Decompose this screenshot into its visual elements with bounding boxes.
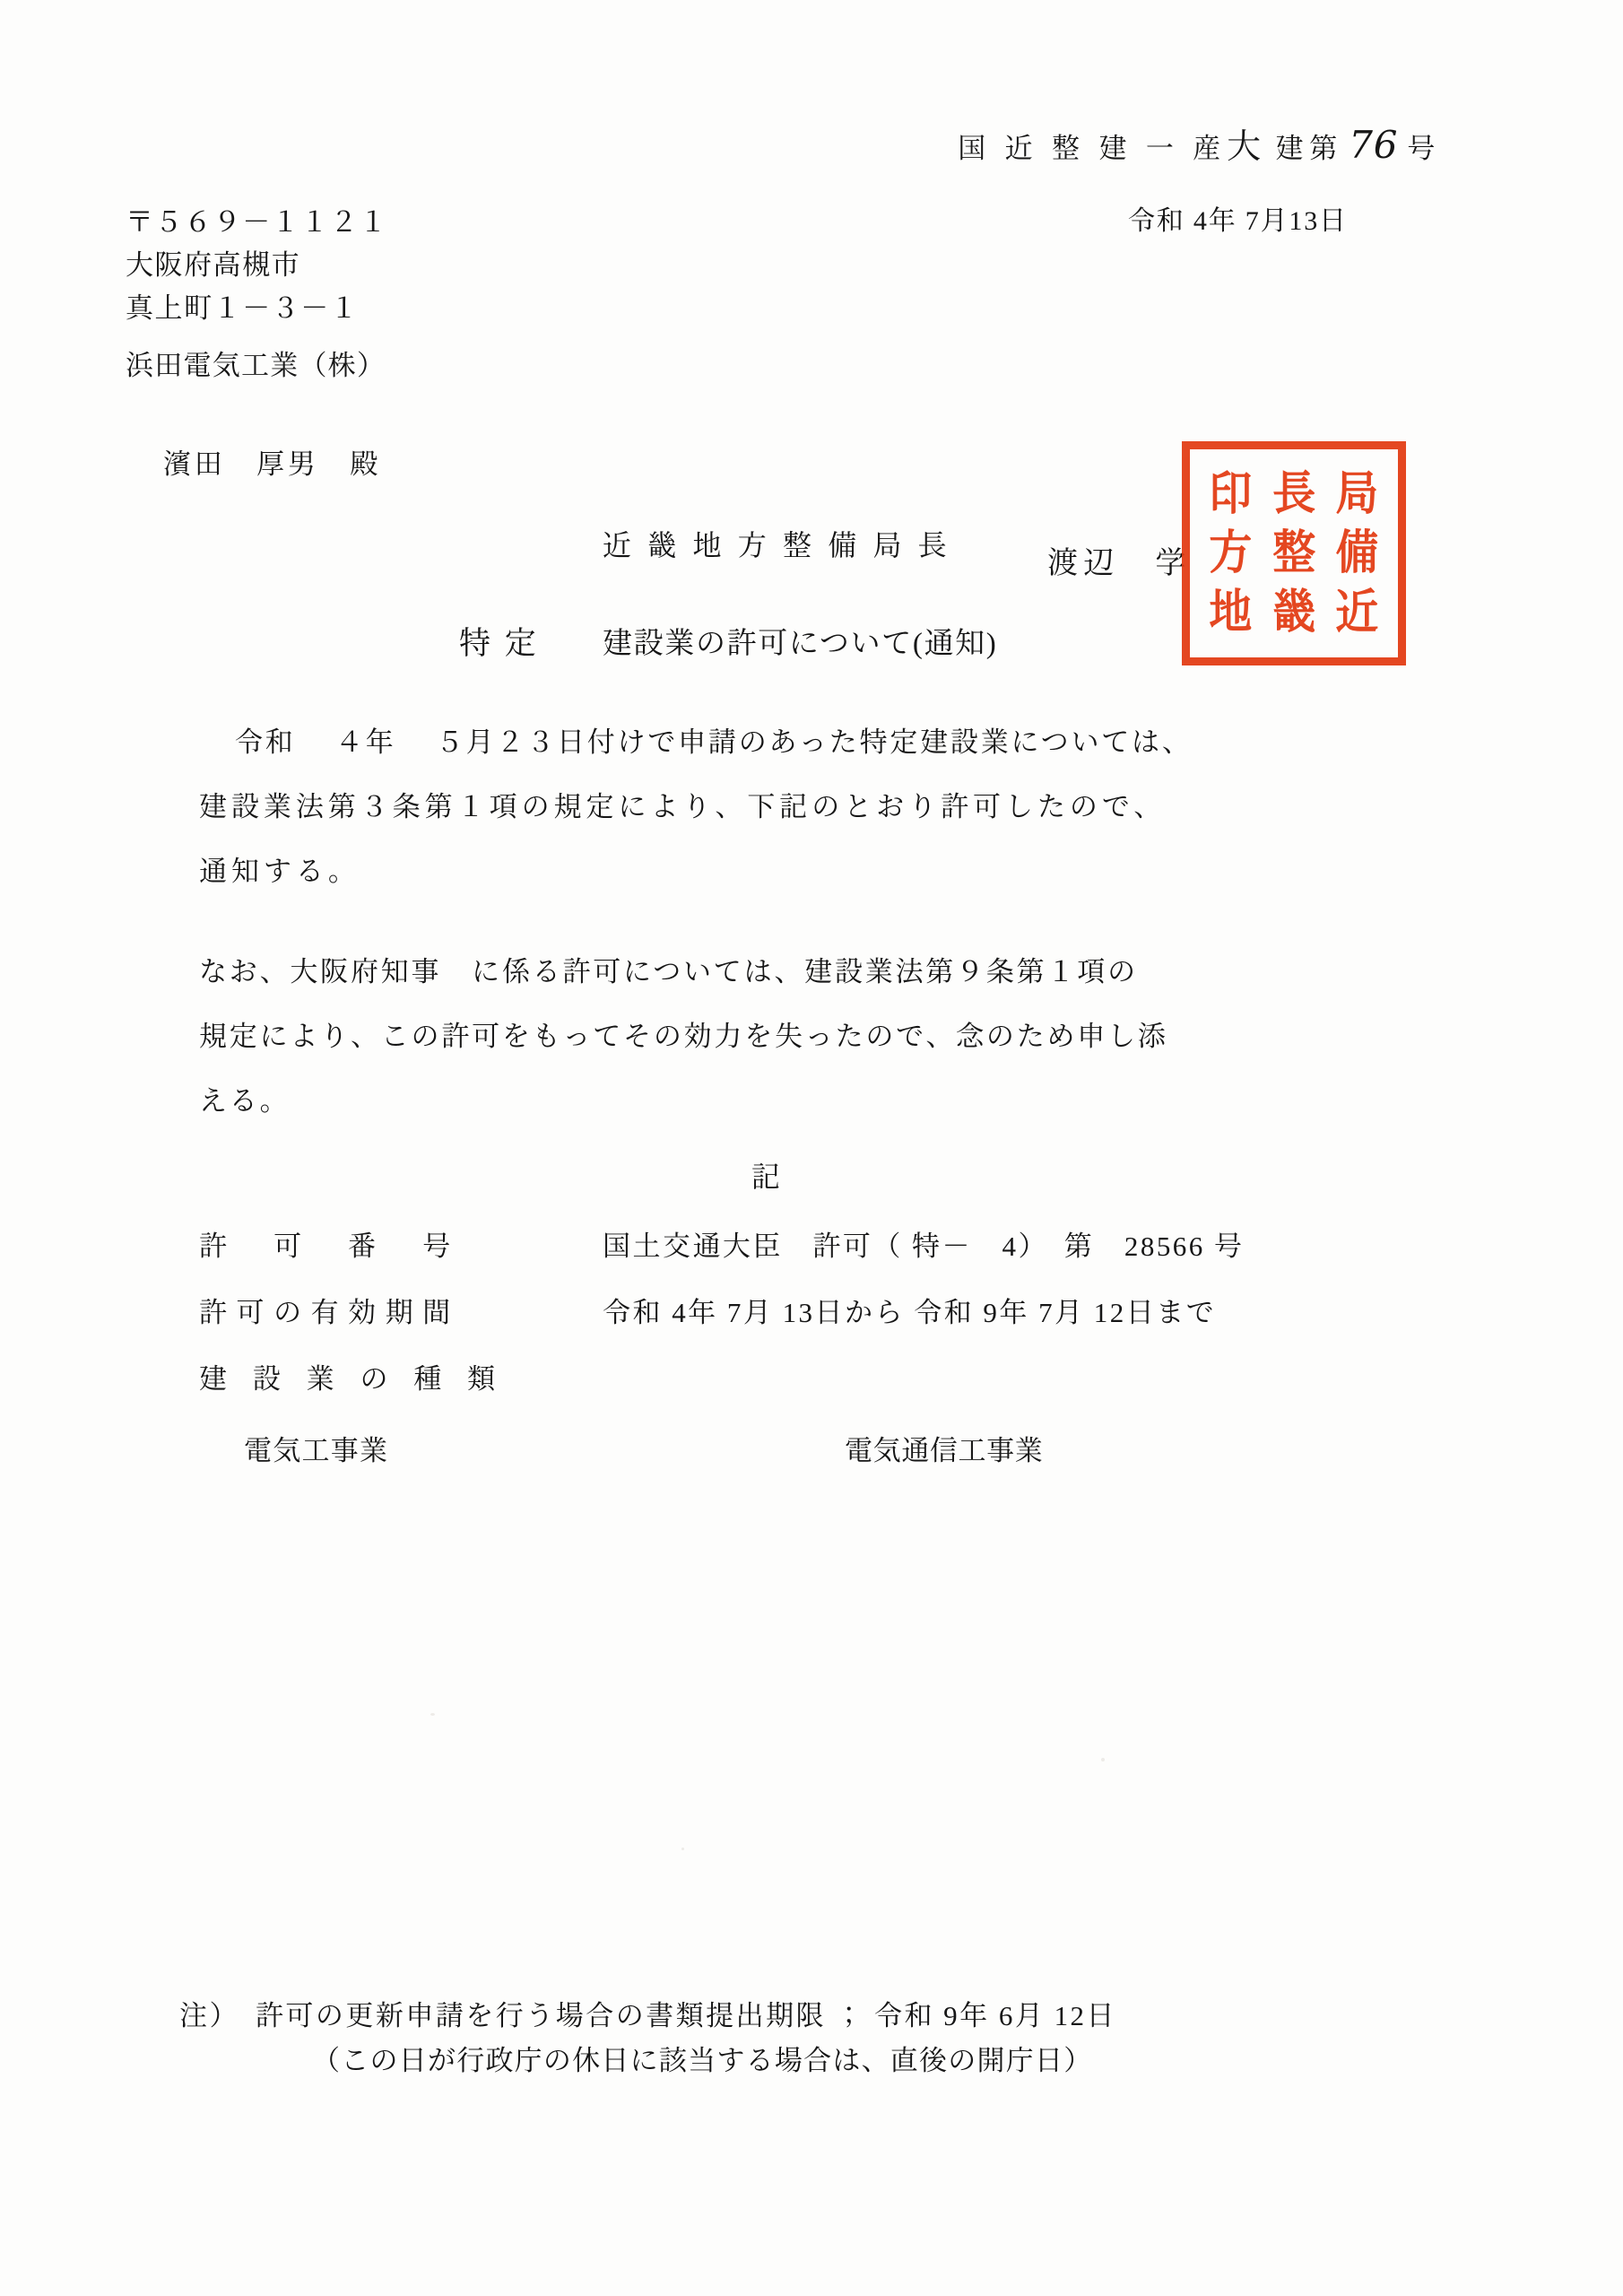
seal-char: 局 <box>1335 466 1379 521</box>
seal-char: 備 <box>1335 526 1379 580</box>
permit-validity-label: 許可の有効期間 <box>199 1297 460 1328</box>
seal-inner <box>1199 458 1389 648</box>
document-title: 建設業の許可について(通知) <box>603 628 998 660</box>
document-number-prefix: 国 近 整 建 一 産 <box>958 133 1228 164</box>
seal-column-3 <box>1202 458 1260 648</box>
addressee-person: 濱田 厚男 殿 <box>163 448 382 480</box>
issuer-office: 近 畿 地 方 整 備 局 長 <box>603 529 951 561</box>
body-paragraph2-line1: なお、大阪府知事 に係る許可については、建設業法第９条第１項の <box>199 956 1138 987</box>
footer-note-line2: （この日が行政庁の休日に該当する場合は、直後の開庁日） <box>312 2045 1093 2076</box>
document-number-big-kanji: 大 <box>1227 128 1263 166</box>
addressee-address-line2: 真上町１－３－１ <box>126 292 360 324</box>
seal-column-1 <box>1328 458 1386 648</box>
body-paragraph1-line3: 通知する。 <box>199 856 360 887</box>
document-number-label: 建第 <box>1275 133 1344 164</box>
scan-speckle <box>1101 1758 1105 1761</box>
business-type-label: 建 設 業 の 種 類 <box>199 1363 505 1395</box>
document-number-handwritten: 76 <box>1349 123 1399 167</box>
seal-char: 方 <box>1209 526 1253 580</box>
body-paragraph2-line2: 規定により、この許可をもってその効力を失ったので、念のため申し添 <box>199 1021 1168 1052</box>
body-paragraph1-line1: 令和 ４年 ５月２３日付けで申請のあった特定建設業については、 <box>235 726 1193 758</box>
scan-speckle <box>681 1848 684 1850</box>
official-seal-stamp <box>1182 441 1406 665</box>
business-type-item-1: 電気工事業 <box>244 1435 389 1466</box>
permit-number-value: 国土交通大臣 許可（ 特－ 4） 第 28566 号 <box>603 1231 1245 1262</box>
footer-note-line1: 注） 許可の更新申請を行う場合の書類提出期限 ； 令和 9年 6月 12日 <box>179 2000 1117 2031</box>
addressee-postal-code: 〒５６９－１１２１ <box>126 206 388 238</box>
addressee-company: 浜田電気工業（株） <box>126 350 386 381</box>
permit-validity-value: 令和 4年 7月 13日から 令和 9年 7月 12日まで <box>603 1297 1217 1328</box>
seal-column-2 <box>1264 458 1323 648</box>
addressee-address-line1: 大阪府高槻市 <box>126 249 301 281</box>
seal-char: 印 <box>1209 466 1253 521</box>
issuer-name: 渡辺 学 <box>1047 547 1192 580</box>
seal-char: 畿 <box>1272 585 1315 639</box>
ki-marker: 記 <box>751 1161 781 1193</box>
seal-char: 近 <box>1335 585 1379 639</box>
seal-char: 地 <box>1209 585 1253 639</box>
body-paragraph2-line3: える。 <box>199 1085 291 1117</box>
body-paragraph1-line2: 建設業法第３条第１項の規定により、下記のとおり許可したので、 <box>199 791 1167 822</box>
business-type-item-2: 電気通信工事業 <box>845 1435 1044 1466</box>
seal-char: 整 <box>1272 526 1315 580</box>
permit-number-label: 許 可 番 号 <box>199 1231 460 1262</box>
issue-date: 令和 4年 7月13日 <box>1128 206 1348 236</box>
scan-speckle <box>430 1713 435 1716</box>
permit-designation: 特 定 <box>459 626 540 661</box>
seal-char: 長 <box>1272 466 1315 521</box>
document-number-suffix: 号 <box>1407 133 1442 164</box>
document-number-line <box>906 99 1441 192</box>
